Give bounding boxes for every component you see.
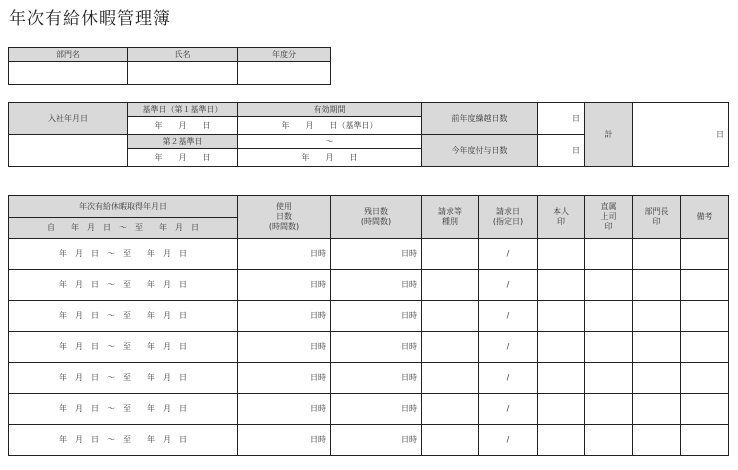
period-text: 年 月 日 ～ 至 年 月 日 — [59, 311, 187, 320]
day-unit: 日 — [716, 129, 724, 139]
request-date-field[interactable] — [479, 394, 538, 425]
leave-period-field[interactable] — [9, 239, 238, 270]
slash-text: / — [506, 435, 510, 444]
total-label: 計 — [585, 103, 633, 167]
self-seal-field[interactable] — [538, 270, 585, 301]
day-hour-text: 日時 — [401, 373, 417, 382]
hire-date-field[interactable] — [9, 135, 128, 167]
day-hour-text: 日時 — [401, 342, 417, 351]
request-date-field[interactable] — [479, 332, 538, 363]
notes-header: 備考 — [681, 196, 729, 239]
carryover-days-label: 前年度繰越日数 — [422, 103, 538, 135]
day-hour-text: 日時 — [310, 373, 326, 382]
ymd-text: 年 月 日 — [154, 152, 211, 162]
supervisor-seal-field[interactable] — [585, 394, 633, 425]
page-title: 年次有給休暇管理簿 — [9, 9, 171, 29]
day-unit: 日 — [572, 113, 580, 123]
request-type-field[interactable] — [422, 270, 479, 301]
request-type-field[interactable] — [422, 363, 479, 394]
dept-head-seal-header: 部門長 印 — [633, 196, 681, 239]
remaining-days-field[interactable] — [331, 425, 422, 456]
slash-text: / — [506, 404, 510, 413]
request-date-field[interactable] — [479, 425, 538, 456]
self-seal-field[interactable] — [538, 363, 585, 394]
slash-text: / — [506, 373, 510, 382]
remaining-days-field[interactable] — [331, 239, 422, 270]
self-seal-field[interactable] — [538, 332, 585, 363]
used-days-field[interactable] — [238, 270, 331, 301]
carryover-days-field[interactable] — [538, 103, 585, 135]
request-type-field[interactable] — [422, 239, 479, 270]
day-hour-text: 日時 — [401, 311, 417, 320]
department-name-field[interactable] — [9, 62, 128, 85]
self-seal-field[interactable] — [538, 425, 585, 456]
day-unit: 日 — [572, 145, 580, 155]
leave-period-field[interactable] — [9, 301, 238, 332]
dept-head-seal-field[interactable] — [633, 332, 681, 363]
period-text: 年 月 日 ～ 至 年 月 日 — [59, 435, 187, 444]
leave-period-field[interactable] — [9, 363, 238, 394]
total-days-field[interactable] — [633, 103, 729, 167]
leave-period-field[interactable] — [9, 394, 238, 425]
notes-field[interactable] — [681, 332, 729, 363]
table-row — [9, 270, 729, 301]
supervisor-seal-field[interactable] — [585, 363, 633, 394]
request-date-field[interactable] — [479, 301, 538, 332]
used-days-field[interactable] — [238, 363, 331, 394]
day-hour-text: 日時 — [401, 435, 417, 444]
day-hour-text: 日時 — [310, 249, 326, 258]
table-row — [9, 239, 729, 270]
request-date-field[interactable] — [479, 239, 538, 270]
notes-field[interactable] — [681, 270, 729, 301]
slash-text: / — [506, 280, 510, 289]
period-text: 年 月 日 ～ 至 年 月 日 — [59, 280, 187, 289]
supervisor-seal-field[interactable] — [585, 425, 633, 456]
used-days-field[interactable] — [238, 239, 331, 270]
request-date-field[interactable] — [479, 270, 538, 301]
used-days-field[interactable] — [238, 394, 331, 425]
request-type-field[interactable] — [422, 301, 479, 332]
request-date-field[interactable] — [479, 363, 538, 394]
notes-field[interactable] — [681, 301, 729, 332]
base-date-2-field[interactable] — [128, 149, 238, 167]
day-hour-text: 日時 — [401, 404, 417, 413]
base-date-1-label: 基準日（第１基準日） — [128, 103, 238, 117]
employee-info-table — [8, 47, 331, 85]
dept-head-seal-field[interactable] — [633, 363, 681, 394]
leave-ledger-table — [8, 195, 729, 456]
notes-field[interactable] — [681, 394, 729, 425]
used-days-field[interactable] — [238, 301, 331, 332]
leave-period-sub-header: 自 年 月 日 ～ 至 年 月 日 — [9, 218, 238, 239]
period-text: 年 月 日 ～ 至 年 月 日 — [59, 404, 187, 413]
department-name-header: 部門名 — [9, 48, 128, 62]
day-hour-text: 日時 — [401, 280, 417, 289]
granted-days-label: 今年度付与日数 — [422, 135, 538, 167]
remaining-days-field[interactable] — [331, 270, 422, 301]
remaining-days-field[interactable] — [331, 363, 422, 394]
supervisor-seal-field[interactable] — [585, 301, 633, 332]
table-row — [9, 363, 729, 394]
self-seal-field[interactable] — [538, 301, 585, 332]
period-text: 年 月 日 ～ 至 年 月 日 — [59, 342, 187, 351]
day-hour-text: 日時 — [401, 249, 417, 258]
validity-tilde: ～ — [238, 135, 422, 149]
request-date-header: 請求日 (指定日) — [479, 196, 538, 239]
leave-period-field[interactable] — [9, 270, 238, 301]
notes-field[interactable] — [681, 425, 729, 456]
table-row — [9, 394, 729, 425]
validity-start-text: 年 月 日（基準日） — [281, 120, 378, 130]
slash-text: / — [506, 311, 510, 320]
self-seal-field[interactable] — [538, 394, 585, 425]
used-days-header: 使用 日数 (時間数) — [238, 196, 331, 239]
table-row — [9, 332, 729, 363]
supervisor-seal-field[interactable] — [585, 332, 633, 363]
supervisor-seal-header: 直属 上司 印 — [585, 196, 633, 239]
notes-field[interactable] — [681, 363, 729, 394]
request-type-field[interactable] — [422, 425, 479, 456]
validity-end-field[interactable] — [238, 149, 422, 167]
slash-text: / — [506, 249, 510, 258]
period-text: 年 月 日 ～ 至 年 月 日 — [59, 373, 187, 382]
remaining-days-header: 残日数 (時間数) — [331, 196, 422, 239]
day-hour-text: 日時 — [310, 435, 326, 444]
dept-head-seal-field[interactable] — [633, 425, 681, 456]
fiscal-year-field[interactable] — [238, 62, 331, 85]
validity-end-text: 年 月 日 — [301, 152, 358, 162]
hire-date-label: 入社年月日 — [9, 103, 128, 135]
ymd-text: 年 月 日 — [154, 120, 211, 130]
notes-field[interactable] — [681, 239, 729, 270]
basis-info-table — [8, 102, 729, 167]
leave-period-header: 年次有給休暇取得年月日 — [9, 196, 238, 218]
day-hour-text: 日時 — [310, 404, 326, 413]
remaining-days-field[interactable] — [331, 301, 422, 332]
slash-text: / — [506, 342, 510, 351]
used-days-field[interactable] — [238, 332, 331, 363]
day-hour-text: 日時 — [310, 280, 326, 289]
table-row — [9, 301, 729, 332]
leave-period-field[interactable] — [9, 332, 238, 363]
remaining-days-field[interactable] — [331, 394, 422, 425]
table-row — [9, 425, 729, 456]
dept-head-seal-field[interactable] — [633, 270, 681, 301]
dept-head-seal-field[interactable] — [633, 301, 681, 332]
employee-name-field[interactable] — [128, 62, 238, 85]
used-days-field[interactable] — [238, 425, 331, 456]
dept-head-seal-field[interactable] — [633, 239, 681, 270]
remaining-days-field[interactable] — [331, 332, 422, 363]
base-date-1-field[interactable] — [128, 117, 238, 135]
self-seal-header: 本人 印 — [538, 196, 585, 239]
employee-name-header: 氏名 — [128, 48, 238, 62]
supervisor-seal-field[interactable] — [585, 270, 633, 301]
dept-head-seal-field[interactable] — [633, 394, 681, 425]
validity-start-field[interactable] — [238, 117, 422, 135]
request-type-field[interactable] — [422, 394, 479, 425]
day-hour-text: 日時 — [310, 342, 326, 351]
leave-period-field[interactable] — [9, 425, 238, 456]
base-date-2-label: 第２基準日 — [128, 135, 238, 149]
period-text: 年 月 日 ～ 至 年 月 日 — [59, 249, 187, 258]
self-seal-field[interactable] — [538, 239, 585, 270]
validity-period-label: 有効期間 — [238, 103, 422, 117]
day-hour-text: 日時 — [310, 311, 326, 320]
request-type-header: 請求等 種別 — [422, 196, 479, 239]
fiscal-year-header: 年度分 — [238, 48, 331, 62]
request-type-field[interactable] — [422, 332, 479, 363]
granted-days-field[interactable] — [538, 135, 585, 167]
supervisor-seal-field[interactable] — [585, 239, 633, 270]
